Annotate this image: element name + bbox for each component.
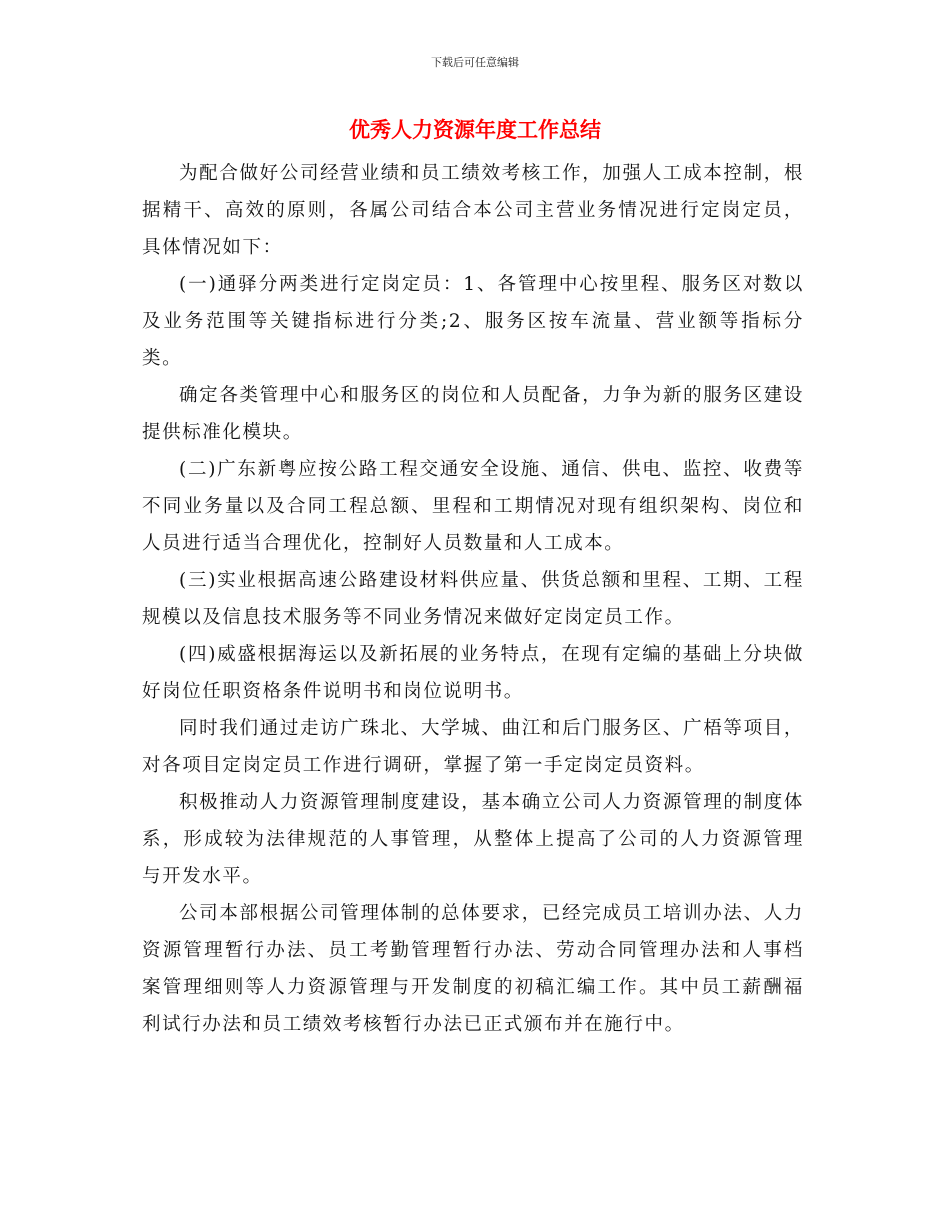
header-note: 下载后可任意编辑 [431, 56, 519, 69]
paragraph-item-2: (二)广东新粤应按公路工程交通安全设施、通信、供电、监控、收费等不同业务量以及合同工程总额、里程和工期情况对现有组织架构、岗位和人员进行适当合理优化，控制好人员数量和人工成本。 [142, 459, 804, 554]
paragraph-intro: 为配合做好公司经营业绩和员工绩效考核工作，加强人工成本控制，根据精干、高效的原则，各属公司结合本公司主营业务情况进行定岗定员，具体情况如下： [142, 163, 804, 258]
paragraph-system: 积极推动人力资源管理制度建设，基本确立公司人力资源管理的制度体系，形成较为法律规范的人事管理，从整体上提高了公司的人力资源管理与开发水平。 [142, 792, 804, 887]
paragraph-item-4: (四)威盛根据海运以及新拓展的业务特点，在现有定编的基础上分块做好岗位任职资格条件说明书和岗位说明书。 [142, 644, 804, 702]
paragraph-headquarters: 公司本部根据公司管理体制的总体要求，已经完成员工培训办法、人力资源管理暂行办法、员工考勤管理暂行办法、劳动合同管理办法和人事档案管理细则等人力资源管理与开发制度的初稿汇编工作。其中员工薪酬福利试行办法和员工绩效考核暂行办法已正式颁布并在施行中。 [142, 903, 804, 1035]
document-title: 优秀人力资源年度工作总结 [349, 118, 601, 142]
paragraph-item-1: (一)通驿分两类进行定岗定员：1、各管理中心按里程、服务区对数以及业务范围等关键指标进行分类;2、服务区按车流量、营业额等指标分类。 [142, 274, 804, 369]
paragraph-research: 同时我们通过走访广珠北、大学城、曲江和后门服务区、广梧等项目，对各项目定岗定员工作进行调研，掌握了第一手定岗定员资料。 [142, 718, 804, 776]
document-body [142, 155, 804, 1043]
paragraph-item-3: (三)实业根据高速公路建设材料供应量、供货总额和里程、工期、工程规模以及信息技术服务等不同业务情况来做好定岗定员工作。 [142, 570, 804, 628]
paragraph-item-1-note: 确定各类管理中心和服务区的岗位和人员配备，力争为新的服务区建设提供标准化模块。 [142, 385, 804, 443]
